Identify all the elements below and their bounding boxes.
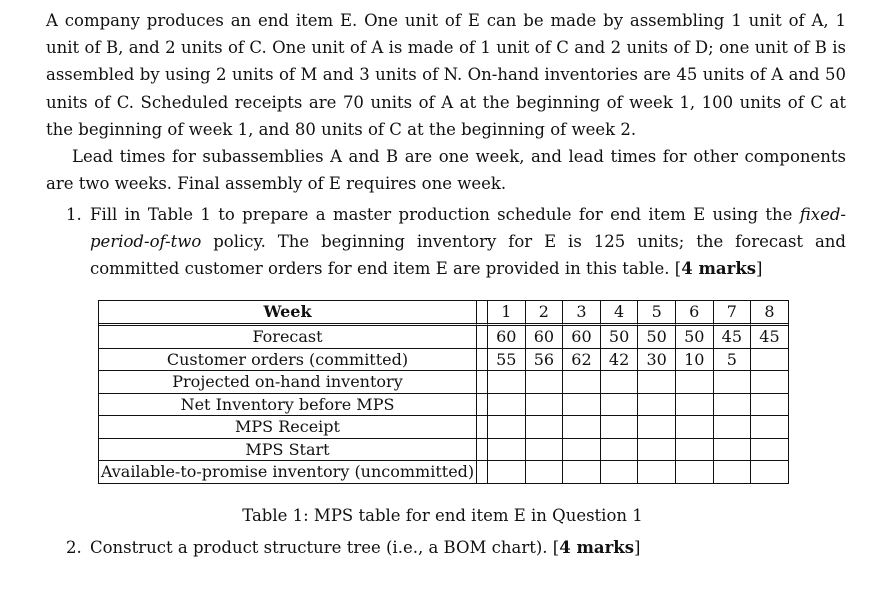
column-gap <box>477 416 488 439</box>
table-cell <box>714 461 752 483</box>
table-cell <box>676 394 714 417</box>
table-row <box>99 461 788 483</box>
table-cell: 50 <box>601 326 639 349</box>
column-gap <box>477 326 488 349</box>
row-label: MPS Start <box>99 439 477 462</box>
table-cell <box>563 416 601 439</box>
table-cell <box>488 439 526 462</box>
table-cell <box>714 371 752 394</box>
table-cell <box>676 439 714 462</box>
table-cell: 45 <box>714 326 752 349</box>
table-cell <box>714 439 752 462</box>
policy-name: fixed-period-of-two <box>90 205 846 252</box>
column-gap <box>477 371 488 394</box>
table-cell <box>638 416 676 439</box>
table-cell <box>526 416 564 439</box>
question-1-text-after: policy. The beginning inventory for E is 125 units; the forecast and committed customer orders for end item E are provided in this table. [ <box>90 232 846 279</box>
table-cell <box>751 394 788 417</box>
week-number-cell: 4 <box>601 301 639 326</box>
row-label: Available-to-promise inventory (uncommitted) <box>99 461 477 483</box>
table-cell: 60 <box>563 326 601 349</box>
table-cell <box>488 416 526 439</box>
lead-time-paragraph: Lead times for subassemblies A and B are one week, and lead times for other components are two weeks. Final assembly of E requires one week. <box>46 147 846 194</box>
question-1 <box>66 201 846 283</box>
question-2-number: 2. <box>66 538 82 557</box>
table-cell <box>563 439 601 462</box>
table-cell <box>751 371 788 394</box>
table-cell <box>526 394 564 417</box>
week-number-cell: 3 <box>563 301 601 326</box>
table-cell <box>638 394 676 417</box>
question-2-close: ] <box>634 538 641 557</box>
table-cell <box>676 371 714 394</box>
mps-table <box>98 300 789 484</box>
table-cell: 60 <box>488 326 526 349</box>
table-cell <box>714 416 752 439</box>
table-row <box>99 439 788 462</box>
column-gap <box>477 301 488 326</box>
table-cell: 30 <box>638 349 676 372</box>
question-2-marks: 4 marks <box>559 538 635 557</box>
week-number-cell: 8 <box>751 301 788 326</box>
table-cell <box>676 416 714 439</box>
table-cell <box>751 416 788 439</box>
question-2-text <box>90 534 846 561</box>
row-label: MPS Receipt <box>99 416 477 439</box>
table-cell: 50 <box>638 326 676 349</box>
table-cell <box>526 371 564 394</box>
table-cell <box>563 394 601 417</box>
question-1-close: ] <box>756 259 763 279</box>
column-gap <box>477 461 488 483</box>
table-cell <box>488 394 526 417</box>
table-cell <box>526 439 564 462</box>
week-header-label: Week <box>99 301 477 326</box>
week-number-cell: 5 <box>638 301 676 326</box>
week-number-cell: 7 <box>714 301 752 326</box>
table-cell <box>601 394 639 417</box>
table-header-row <box>99 301 788 326</box>
table-cell: 50 <box>676 326 714 349</box>
table-cell <box>601 371 639 394</box>
intro-paragraph: A company produces an end item E. One unit of E can be made by assembling 1 unit of A, 1 unit of B, and 2 units of C. One unit of A is made of 1 unit of C and 2 units of D; one unit of B is assembled by using 2 units of M and 3 units of N. On-hand inventories are 45 units of A and 50 units of C. Scheduled receipts are 70 units of A at the beginning of week 1, 100 units of C at the beginning of week 1, and 80 units of C at the beginning of week 2. <box>46 11 846 139</box>
question-2-text-body: Construct a product structure tree (i.e., a BOM chart). [ <box>90 538 560 557</box>
table-cell <box>676 461 714 483</box>
table-cell <box>751 349 788 372</box>
table-cell <box>751 439 788 462</box>
table-cell <box>601 416 639 439</box>
table-cell: 45 <box>751 326 788 349</box>
table-row <box>99 326 788 349</box>
table-row <box>99 394 788 417</box>
table-cell <box>488 461 526 483</box>
table-row <box>99 371 788 394</box>
table-cell: 55 <box>488 349 526 372</box>
mps-table-body <box>99 301 788 483</box>
table-cell <box>488 371 526 394</box>
table-cell <box>638 439 676 462</box>
column-gap <box>477 439 488 462</box>
table-cell: 5 <box>714 349 752 372</box>
table-cell: 42 <box>601 349 639 372</box>
table-cell <box>714 394 752 417</box>
table-cell: 60 <box>526 326 564 349</box>
row-label: Net Inventory before MPS <box>99 394 477 417</box>
table-cell <box>601 439 639 462</box>
week-number-cell: 6 <box>676 301 714 326</box>
week-number-cell: 1 <box>488 301 526 326</box>
week-number-cell: 2 <box>526 301 564 326</box>
question-1-marks: 4 marks <box>681 259 757 279</box>
table-row <box>99 349 788 372</box>
table-cell <box>563 371 601 394</box>
row-label: Customer orders (committed) <box>99 349 477 372</box>
table-cell <box>526 461 564 483</box>
table-cell: 10 <box>676 349 714 372</box>
question-2 <box>66 534 846 561</box>
table-cell: 56 <box>526 349 564 372</box>
table-cell <box>563 461 601 483</box>
question-1-number: 1. <box>66 205 82 224</box>
row-label: Forecast <box>99 326 477 349</box>
column-gap <box>477 394 488 417</box>
table-cell <box>638 371 676 394</box>
question-1-text-before: Fill in Table 1 to prepare a master production schedule for end item E using the <box>90 205 800 224</box>
table-cell <box>751 461 788 483</box>
table-caption: Table 1: MPS table for end item E in Question 1 <box>242 506 643 525</box>
question-1-text <box>90 201 846 283</box>
row-label: Projected on-hand inventory <box>99 371 477 394</box>
table-cell <box>638 461 676 483</box>
table-cell: 62 <box>563 349 601 372</box>
column-gap <box>477 349 488 372</box>
table-row <box>99 416 788 439</box>
table-cell <box>601 461 639 483</box>
